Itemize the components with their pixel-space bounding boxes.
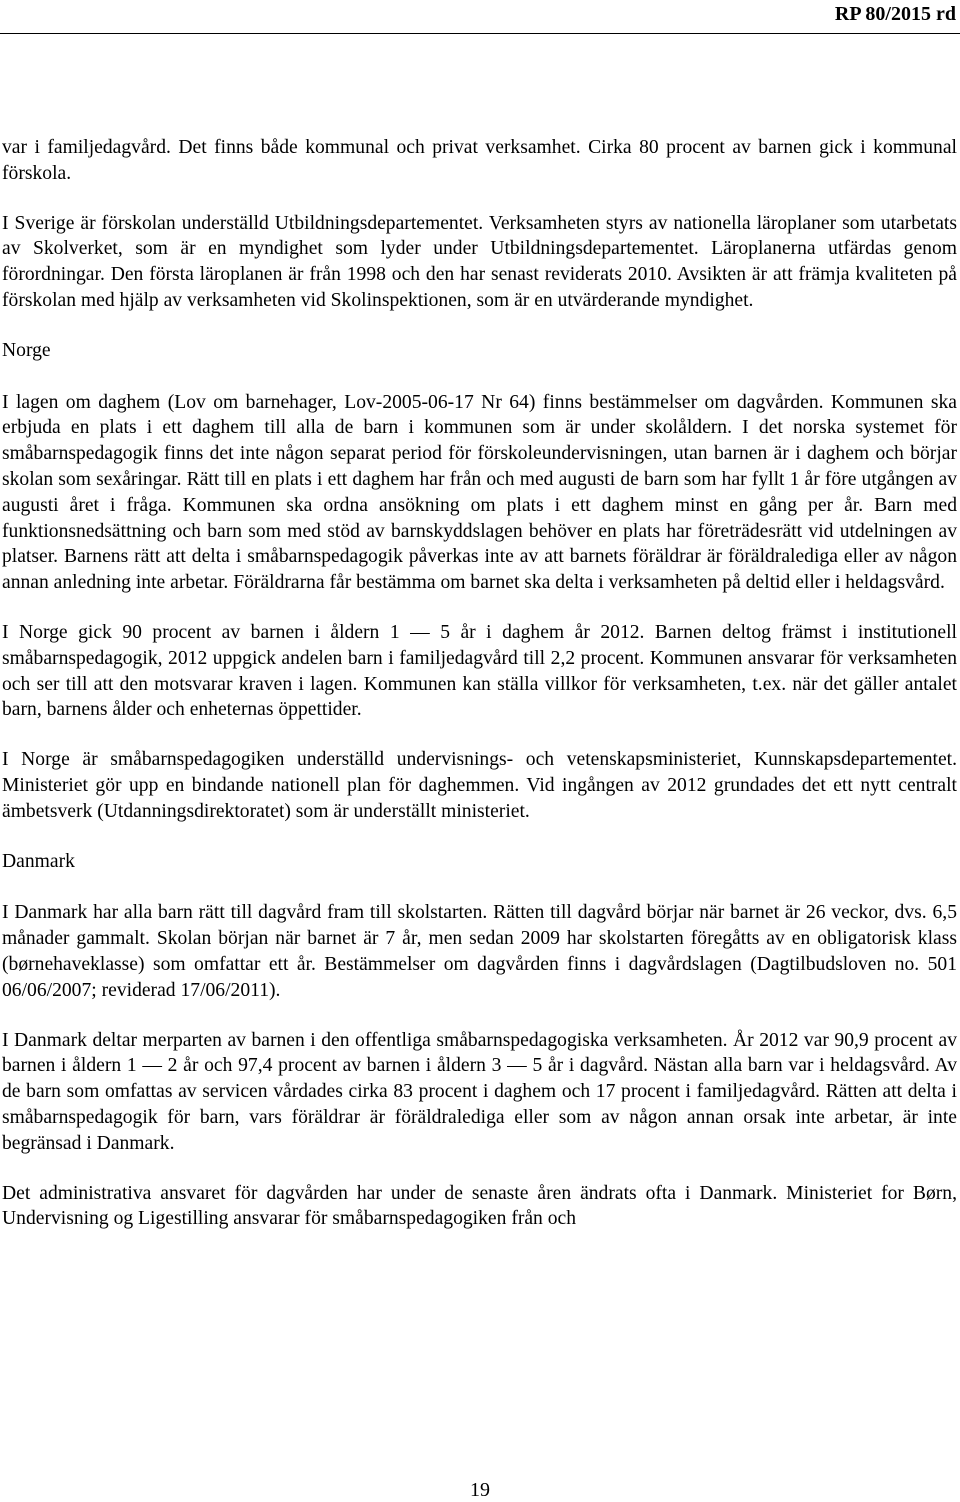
paragraph-norway-participation: I Norge gick 90 procent av barnen i åldern 1 — 5 år i daghem år 2012. Barnen deltog främst i institutionell småbarnspedagogik, 2012 uppgick andelen barn i familjedagvård till 2,2 procent. Kommunen ansvarar för verksamheten och ser till att den motsvarar kraven i lagen. Kommunen kan ställa villkor för verksamheten, t.ex. när det gäller antalet barn, barnens ålder och enheternas öppettider. [2, 621, 957, 721]
section-heading-danmark: Danmark [2, 850, 75, 872]
section-heading-norge: Norge [2, 339, 51, 361]
header-divider [0, 33, 960, 34]
paragraph-sweden-administration: I Sverige är förskolan underställd Utbildningsdepartementet. Verksamheten styrs av nationella läroplaner som utarbetats av Skolverket, som är en myndighet som lyder under Utbildningsdepartementet. Läroplanerna utfärdas genom förordningar. Den första läroplanen är från 1998 och den har senast reviderats 2010. Avsikten är att främja kvaliteten på förskolan med hjälp av verksamheten vid Skolinspektionen, som är en utvärderande myndighet. [2, 212, 957, 311]
document-header: RP 80/2015 rd [834, 3, 956, 25]
page-number: 19 [470, 1479, 490, 1501]
paragraph-norway-law: I lagen om daghem (Lov om barnehager, Lov-2005-06-17 Nr 64) finns bestämmelser om dagvården. Kommunen ska erbjuda en plats i ett daghem till alla de barn i kommunen som är under skolåldern. I det norska systemet för småbarnspedagogik finns det inte någon separat period för förskoleundervisningen, utan barnen är i daghem och börjar skolan som sexåringar. Rätt till en plats i ett daghem har från och med augusti de barn som har fyllt 1 år före utgången av augusti året i fråga. Kommunen ska ordna ansökning om plats i ett daghem minst en gång per år. Barn med funktionsnedsättning och barn som med stöd av barnskyddslagen behöver en plats har företrädesrätt vid utdelningen av platser. Barnens rätt att delta i småbarnspedagogik påverkas inte av att barnets föräldrar är föräldralediga eller av någon annan anledning inte arbetar. Föräldrarna får bestämma om barnet ska delta i verksamheten på deltid eller i heldagsvård. [2, 391, 957, 594]
paragraph-denmark-participation: I Danmark deltar merparten av barnen i den offentliga småbarnspedagogiska verksamheten. År 2012 var 90,9 procent av barnen i åldern 1 — 2 år och 97,4 procent av barnen i åldern 3 — 5 år i dagvård. Nästan alla barn var i heldagsvård. Av de barn som omfattas av servicen vårdades cirka 83 procent i daghem och 17 procent i familjedagvård. Rätten att delta i småbarnspedagogik för barn, vars föräldrar är föräldralediga eller som av någon annan orsak inte arbetar, är inte begränsad i Danmark. [2, 1029, 957, 1154]
paragraph-denmark-administration: Det administrativa ansvaret för dagvården har under de senaste åren ändrats ofta i Danmark. Ministeriet for Børn, Undervisning og Ligestilling ansvarar för småbarnspedagogiken från och [2, 1182, 957, 1230]
document-body [2, 135, 957, 1256]
paragraph-norway-ministry: I Norge är småbarnspedagogiken underställd undervisnings- och vetenskapsministeriet, Kunnskapsdepartementet. Ministeriet gör upp en bindande nationell plan för daghemmen. Vid ingången av 2012 grundades det ett nytt centralt ämbetsverk (Utdanningsdirektoratet) som är underställt ministeriet. [2, 749, 957, 822]
paragraph-sweden-intro-end: var i familjedagvård. Det finns både kommunal och privat verksamhet. Cirka 80 procent av barnen gick i kommunal förskola. [2, 137, 957, 184]
paragraph-denmark-rights: I Danmark har alla barn rätt till dagvård fram till skolstarten. Rätten till dagvård börjar när barnet är 26 veckor, dvs. 6,5 månader gammalt. Skolan början när barnet är 7 år, men sedan 2009 har skolstarten föregåtts av en obligatorisk klass (børnehaveklasse) som omfattar ett år. Bestämmelser om dagvården finns i dagvårdslagen (Dagtilbudsloven no. 501 06/06/2007; reviderad 17/06/2011). [2, 902, 957, 1001]
